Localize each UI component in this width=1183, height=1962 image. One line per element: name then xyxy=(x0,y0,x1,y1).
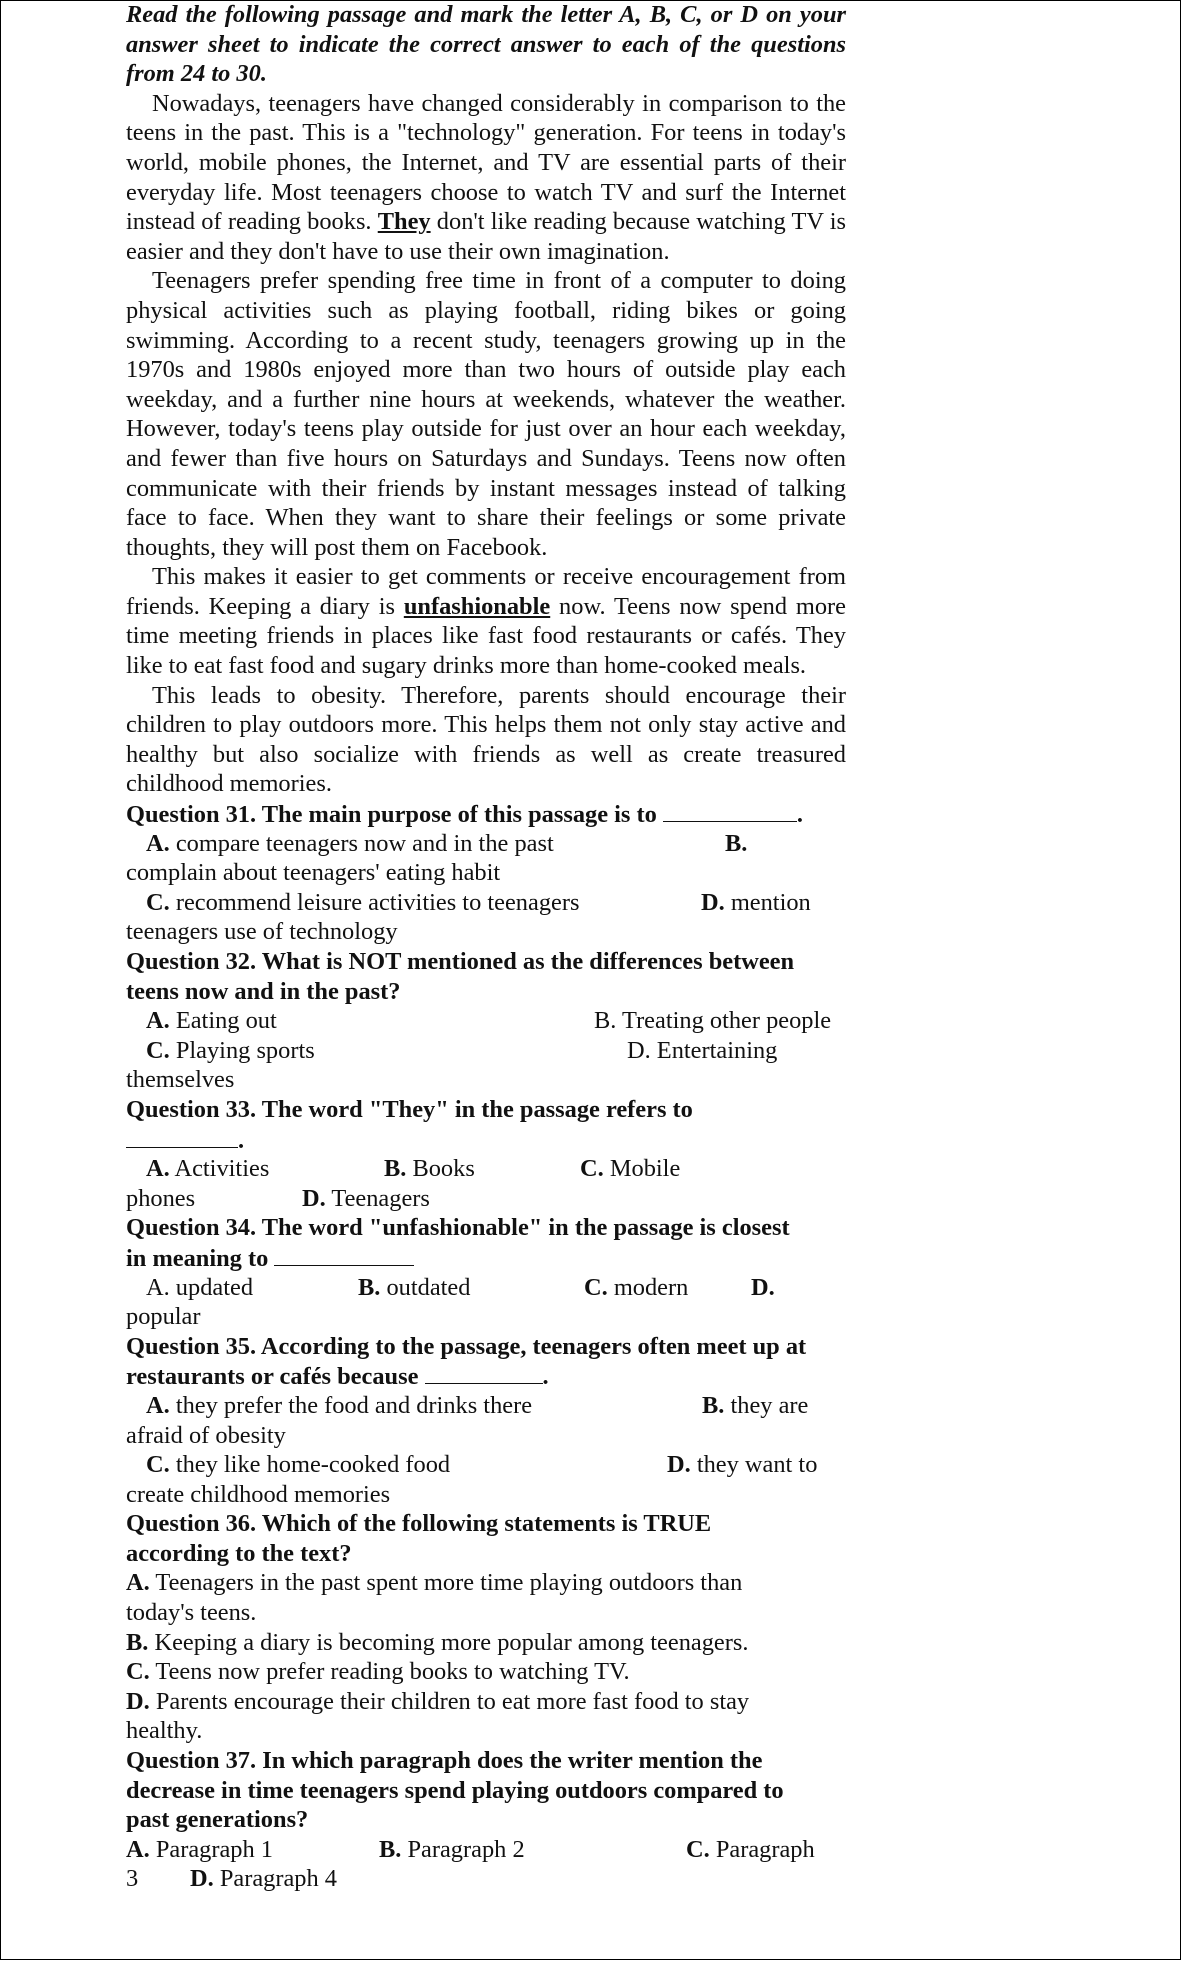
question-35-options-row-4 xyxy=(126,1480,846,1510)
question-31-end: . xyxy=(796,801,804,829)
question-33-blank-line xyxy=(126,1125,846,1155)
underlined-word-they: They xyxy=(377,208,431,236)
question-35-options-row-1 xyxy=(126,1391,846,1421)
option-d: D. they want to xyxy=(667,1451,818,1479)
question-37-options-row-2 xyxy=(126,1864,846,1894)
question-33-options-row-1 xyxy=(126,1154,846,1184)
question-33-options-row-2 xyxy=(126,1184,846,1214)
question-35-text: . According to the passage, teenagers often meet up at xyxy=(250,1332,807,1360)
option-c: C. Playing sports xyxy=(146,1036,315,1064)
paragraph-4: This leads to obesity. Therefore, parents should encourage their children to play outdoors more. This helps them not only stay active and healthy but also socialize with friends as well as create treasured childhood memories. xyxy=(126,681,846,798)
option-d: D. Teenagers xyxy=(302,1184,430,1212)
option-b-label: B. xyxy=(725,829,748,857)
question-32-options-row-1 xyxy=(126,1006,846,1036)
option-b: B. Paragraph 2 xyxy=(379,1835,525,1863)
option-c: C. Mobile xyxy=(580,1155,681,1183)
question-35-number: Question 35 xyxy=(126,1332,251,1360)
answer-blank xyxy=(274,1243,414,1266)
option-d: D. Entertaining xyxy=(627,1036,778,1064)
question-36-option-c: C. Teens now prefer reading books to watching TV. xyxy=(126,1658,630,1686)
question-37-stem-3: past generations? xyxy=(126,1806,309,1834)
question-32-options-row-2 xyxy=(126,1036,846,1066)
option-b: B. they are xyxy=(702,1391,809,1419)
option-b-continued: afraid of obesity xyxy=(126,1421,286,1449)
paragraph-1-text-a: Nowadays, teenagers have changed considerably in comparison to the teens in the past. This is a "technology" generation. For teens in today's world, mobile phones, the Internet, and TV are essential parts of their everyday life. Most teenagers choose to watch TV and surf the Internet instead of reading books. xyxy=(126,89,846,236)
question-33-stem xyxy=(126,1095,846,1125)
option-a: A. they prefer the food and drinks there xyxy=(146,1391,533,1419)
option-c: C. they like home-cooked food xyxy=(146,1451,451,1479)
question-37-stem-2: decrease in time teenagers spend playing outdoors compared to xyxy=(126,1776,784,1804)
question-31-options-row-2 xyxy=(126,858,846,888)
option-d-continued: create childhood memories xyxy=(126,1480,391,1508)
question-36-stem-2: according to the text? xyxy=(126,1539,352,1567)
option-b-text: complain about teenagers' eating habit xyxy=(126,859,501,887)
paragraph-3-text-a: This makes it easier to get comments or receive encouragement from friends. Keeping a diary is xyxy=(126,563,846,620)
question-32-stem-2: teens now and in the past? xyxy=(126,977,401,1005)
option-a: A. Paragraph 1 xyxy=(126,1835,273,1863)
question-35-options-row-2 xyxy=(126,1421,846,1451)
question-31-options-row-3 xyxy=(126,888,846,918)
question-36-option-d-continued: healthy. xyxy=(126,1717,203,1745)
question-36-option-a-continued: today's teens. xyxy=(126,1599,257,1627)
question-31-options-row-1 xyxy=(126,829,846,859)
question-34-number: Question 34 xyxy=(126,1214,251,1242)
paragraph-1-text-b: don't like reading because watching TV is easier and they don't have to use their own imagination. xyxy=(126,208,846,265)
question-34-stem xyxy=(126,1213,846,1243)
question-32-stem xyxy=(126,947,846,977)
option-d-text: popular xyxy=(126,1303,201,1331)
question-36-stem: Question 36. Which of the following statements is TRUE xyxy=(126,1510,712,1538)
question-31-text: . The main purpose of this passage is to xyxy=(250,801,663,829)
instructions: Read the following passage and mark the letter A, B, C, or D on your answer sheet to indicate the correct answer to each of the questions from 24 to 30. xyxy=(126,1,846,88)
question-34-text: . The word "unfashionable" in the passage is closest xyxy=(250,1214,790,1242)
worksheet xyxy=(126,0,846,1894)
question-37-options-row-1 xyxy=(126,1835,846,1865)
option-b: B. outdated xyxy=(358,1273,471,1301)
question-34-options-row-1 xyxy=(126,1273,846,1303)
answer-blank xyxy=(425,1361,543,1384)
question-32-text: . What is NOT mentioned as the differences between xyxy=(250,948,795,975)
question-34-options-row-2 xyxy=(126,1302,846,1332)
question-36-option-b: B. Keeping a diary is becoming more popular among teenagers. xyxy=(126,1628,749,1656)
option-d: D. Paragraph 4 xyxy=(190,1865,337,1893)
answer-blank xyxy=(126,1125,238,1148)
option-d-continued: teenagers use of technology xyxy=(126,918,398,946)
question-35-stem-2: restaurants or cafés because . xyxy=(126,1363,549,1391)
option-d: D. mention xyxy=(701,888,811,916)
question-35-stem xyxy=(126,1332,846,1362)
option-b: B. Books xyxy=(384,1155,475,1183)
option-a: A. updated xyxy=(146,1273,254,1301)
option-a: A. Eating out xyxy=(146,1007,277,1035)
question-35-options-row-3 xyxy=(126,1450,846,1480)
question-36-option-d: D. Parents encourage their children to eat more fast food to stay xyxy=(126,1687,750,1715)
question-31-number: Question 31 xyxy=(126,801,251,829)
option-c: C. modern xyxy=(584,1273,689,1301)
answer-blank xyxy=(663,799,797,822)
option-c-continued: 3 xyxy=(126,1865,139,1893)
option-a: A. Activities xyxy=(146,1155,270,1183)
question-32-number: Question 32 xyxy=(126,948,251,975)
paragraph-2: Teenagers prefer spending free time in front of a computer to doing physical activities such as playing football, riding bikes or going swimming. According to a recent study, teenagers growing up in the 1970s and 1980s enjoyed more than two hours of outside play each weekday, and a further nine hours at weekends, whatever the weather. However, today's teens play outside for just over an hour each weekday, and fewer than five hours on Saturdays and Sundays. Teens now often communicate with their friends by instant messages instead of talking face to face. When they want to share their feelings or some private thoughts, they will post them on Facebook. xyxy=(126,267,846,561)
option-c-continued: phones xyxy=(126,1184,196,1212)
question-33-end: . xyxy=(238,1126,245,1154)
question-36-option-a: A. Teenagers in the past spent more time playing outdoors than xyxy=(126,1569,743,1597)
underlined-word-unfashionable: unfashionable xyxy=(403,592,551,620)
paragraph-3-text-b: now. Teens now spend more time meeting friends in places like fast food restaurants or cafés. They like to eat fast food and sugary drinks more than home-cooked meals. xyxy=(126,592,846,680)
question-37-stem: Question 37. In which paragraph does the writer mention the xyxy=(126,1747,763,1775)
question-31-stem xyxy=(126,799,846,829)
question-33-text: . The word "They" in the passage refers to xyxy=(250,1095,693,1123)
paragraph-3 xyxy=(126,562,846,680)
option-c: C. recommend leisure activities to teenagers xyxy=(146,888,580,916)
question-32-options-row-3 xyxy=(126,1065,846,1095)
option-b: B. Treating other people xyxy=(594,1007,832,1035)
question-33-number: Question 33 xyxy=(126,1095,251,1123)
paragraph-1 xyxy=(126,89,846,267)
question-34-stem-2: in meaning to xyxy=(126,1243,846,1273)
option-d-label: D. xyxy=(751,1273,775,1301)
question-31-options-row-4 xyxy=(126,917,846,947)
option-a: A. compare teenagers now and in the past xyxy=(146,829,554,857)
option-c: C. Paragraph xyxy=(686,1835,815,1863)
option-d-continued: themselves xyxy=(126,1066,235,1094)
